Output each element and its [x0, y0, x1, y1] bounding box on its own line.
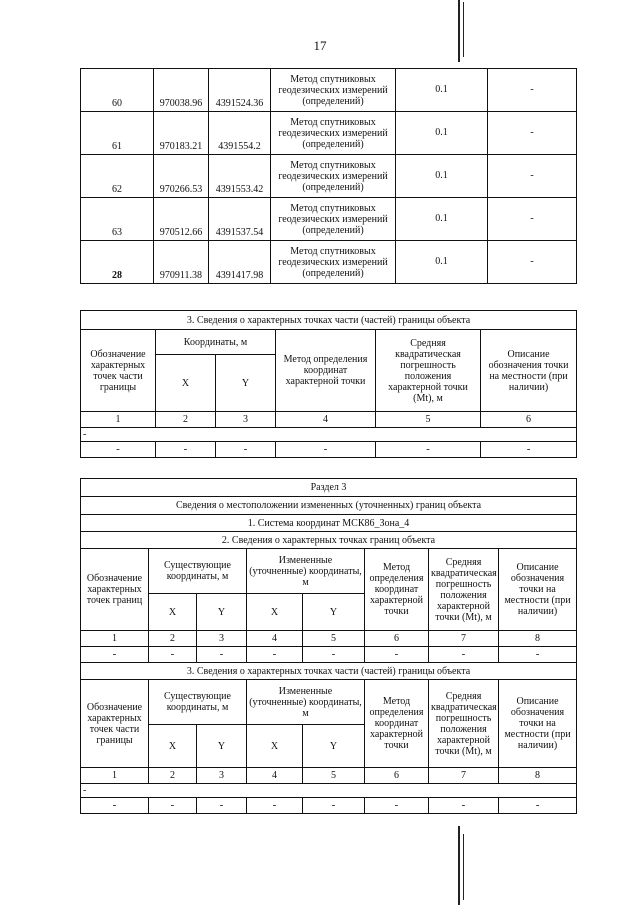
- header-y: Y: [197, 725, 247, 768]
- col-number: 5: [303, 631, 365, 647]
- empty-cell: -: [216, 442, 276, 458]
- table-row: [81, 768, 577, 784]
- header-changed-coords: Измененные (уточненные) координаты, м: [247, 680, 365, 725]
- table-row: [81, 442, 577, 458]
- point-id: 60: [81, 69, 154, 112]
- col-number: 3: [197, 631, 247, 647]
- header-x: X: [247, 594, 303, 631]
- header-y: Y: [303, 594, 365, 631]
- header-x: X: [149, 594, 197, 631]
- separator-row: -: [81, 784, 577, 798]
- subsection-title: 2. Сведения о характерных точках границ объекта: [81, 532, 577, 549]
- col-number: 6: [481, 412, 577, 428]
- empty-cell: -: [365, 647, 429, 663]
- method: Метод спутниковых геодезических измерений (определений): [271, 112, 396, 155]
- header-x: X: [247, 725, 303, 768]
- empty-cell: -: [197, 647, 247, 663]
- empty-cell: -: [303, 798, 365, 814]
- header-y: Y: [216, 355, 276, 412]
- scan-line: [463, 834, 464, 900]
- table-row: [81, 241, 577, 284]
- point-id: 63: [81, 198, 154, 241]
- empty-cell: -: [303, 647, 365, 663]
- subsection-title: 3. Сведения о характерных точках части (частей) границы объекта: [81, 663, 577, 680]
- header-method: Метод определения координат характерной точки: [365, 680, 429, 768]
- part-boundary-table: [80, 310, 577, 458]
- col-number: 3: [197, 768, 247, 784]
- empty-cell: -: [81, 647, 149, 663]
- empty-cell: -: [499, 798, 577, 814]
- col-number: 8: [499, 631, 577, 647]
- coord-x: 970038.96: [154, 69, 209, 112]
- col-number: 4: [276, 412, 376, 428]
- section-title: Раздел 3: [81, 479, 577, 497]
- empty-cell: -: [247, 647, 303, 663]
- header-description: Описание обозначения точки на местности (при наличии): [481, 330, 577, 412]
- accuracy: 0.1: [396, 112, 488, 155]
- table-row: [81, 155, 577, 198]
- coordinate-system: 1. Система координат МСК86_Зона_4: [81, 515, 577, 532]
- col-number: 7: [429, 768, 499, 784]
- description: -: [488, 155, 577, 198]
- header-changed-coords: Измененные (уточненные) координаты, м: [247, 549, 365, 594]
- empty-cell: -: [429, 647, 499, 663]
- header-method: Метод определения координат характерной точки: [365, 549, 429, 631]
- table-row: [81, 428, 577, 442]
- method: Метод спутниковых геодезических измерений (определений): [271, 155, 396, 198]
- empty-cell: -: [197, 798, 247, 814]
- col-number: 1: [81, 631, 149, 647]
- coord-x: 970266.53: [154, 155, 209, 198]
- description: -: [488, 112, 577, 155]
- empty-cell: -: [81, 442, 156, 458]
- method: Метод спутниковых геодезических измерений (определений): [271, 69, 396, 112]
- empty-cell: -: [149, 647, 197, 663]
- separator-row: -: [81, 428, 577, 442]
- description: -: [488, 69, 577, 112]
- coord-x: 970512.66: [154, 198, 209, 241]
- header-description: Описание обозначения точки на местности (при наличии): [499, 680, 577, 768]
- header-accuracy: Средняя квадратическая погрешность положения характерной точки (Mt), м: [429, 680, 499, 768]
- col-number: 5: [376, 412, 481, 428]
- header-designation: Обозначение характерных точек части границы: [81, 680, 149, 768]
- empty-cell: -: [81, 798, 149, 814]
- empty-cell: -: [247, 798, 303, 814]
- header-y: Y: [303, 725, 365, 768]
- col-number: 4: [247, 631, 303, 647]
- col-number: 8: [499, 768, 577, 784]
- table-row: [81, 412, 577, 428]
- col-number: 5: [303, 768, 365, 784]
- coord-y: 4391554.2: [209, 112, 271, 155]
- col-number: 6: [365, 631, 429, 647]
- accuracy: 0.1: [396, 69, 488, 112]
- table-row: [81, 198, 577, 241]
- accuracy: 0.1: [396, 198, 488, 241]
- header-existing-coords: Существующие координаты, м: [149, 680, 247, 725]
- header-accuracy: Средняя квадратическая погрешность положения характерной точки (Mt), м: [376, 330, 481, 412]
- scan-line: [458, 826, 460, 905]
- coord-y: 4391553.42: [209, 155, 271, 198]
- method: Метод спутниковых геодезических измерений (определений): [271, 241, 396, 284]
- point-id: 28: [81, 241, 154, 284]
- header-method: Метод определения координат характерной точки: [276, 330, 376, 412]
- table-row: [81, 69, 577, 112]
- header-x: X: [156, 355, 216, 412]
- col-number: 2: [149, 631, 197, 647]
- header-coords: Координаты, м: [156, 330, 276, 355]
- col-number: 3: [216, 412, 276, 428]
- empty-cell: -: [481, 442, 577, 458]
- coord-x: 970183.21: [154, 112, 209, 155]
- table-row: [81, 798, 577, 814]
- col-number: 6: [365, 768, 429, 784]
- coord-y: 4391417.98: [209, 241, 271, 284]
- points-table: [80, 68, 577, 284]
- col-number: 2: [156, 412, 216, 428]
- header-y: Y: [197, 594, 247, 631]
- empty-cell: -: [156, 442, 216, 458]
- empty-cell: -: [499, 647, 577, 663]
- section3-table: [80, 478, 577, 814]
- col-number: 7: [429, 631, 499, 647]
- scan-line: [463, 2, 464, 57]
- scan-line: [458, 0, 460, 62]
- table-row: [81, 647, 577, 663]
- col-number: 1: [81, 412, 156, 428]
- accuracy: 0.1: [396, 241, 488, 284]
- page-number: 17: [313, 38, 327, 53]
- header-designation: Обозначение характерных точек части границы: [81, 330, 156, 412]
- col-number: 2: [149, 768, 197, 784]
- table-row: [81, 112, 577, 155]
- table-title: 3. Сведения о характерных точках части (частей) границы объекта: [81, 311, 577, 330]
- method: Метод спутниковых геодезических измерений (определений): [271, 198, 396, 241]
- table-row: [81, 631, 577, 647]
- empty-cell: -: [429, 798, 499, 814]
- description: -: [488, 241, 577, 284]
- col-number: 4: [247, 768, 303, 784]
- header-description: Описание обозначения точки на местности (при наличии): [499, 549, 577, 631]
- description: -: [488, 198, 577, 241]
- coord-y: 4391524.36: [209, 69, 271, 112]
- table-row: [81, 784, 577, 798]
- coord-y: 4391537.54: [209, 198, 271, 241]
- empty-cell: -: [376, 442, 481, 458]
- empty-cell: -: [149, 798, 197, 814]
- header-designation: Обозначение характерных точек границ: [81, 549, 149, 631]
- empty-cell: -: [365, 798, 429, 814]
- accuracy: 0.1: [396, 155, 488, 198]
- col-number: 1: [81, 768, 149, 784]
- coord-x: 970911.38: [154, 241, 209, 284]
- header-existing-coords: Существующие координаты, м: [149, 549, 247, 594]
- point-id: 61: [81, 112, 154, 155]
- empty-cell: -: [276, 442, 376, 458]
- section-subtitle: Сведения о местоположении измененных (уточненных) границ объекта: [81, 497, 577, 515]
- header-accuracy: Средняя квадратическая погрешность положения характерной точки (Mt), м: [429, 549, 499, 631]
- header-x: X: [149, 725, 197, 768]
- point-id: 62: [81, 155, 154, 198]
